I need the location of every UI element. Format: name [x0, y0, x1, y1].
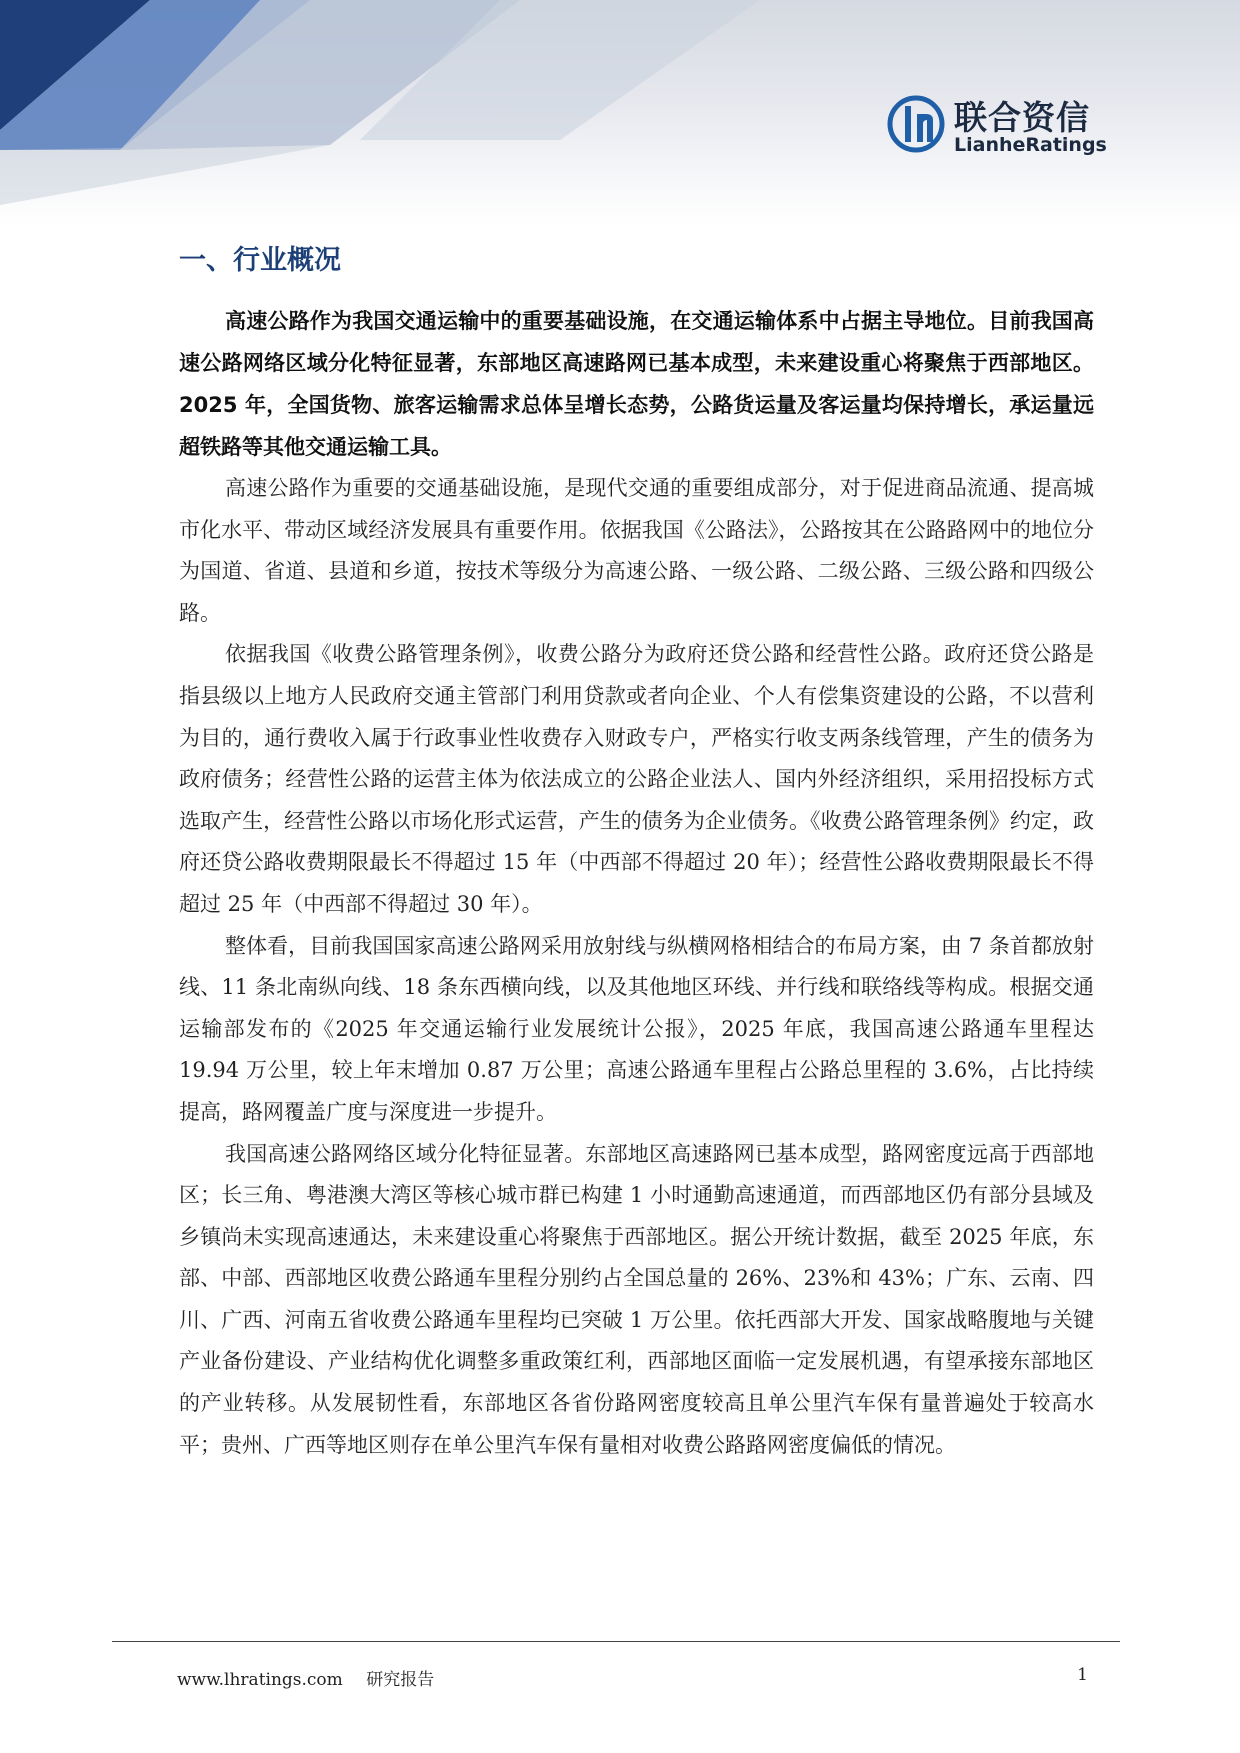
document-body — [179, 238, 1094, 1466]
page-header — [0, 0, 1240, 225]
logo-chinese-name: 联合资信 — [954, 98, 1090, 137]
summary-paragraph: 高速公路作为我国交通运输中的重要基础设施，在交通运输体系中占据主导地位。目前我国高速公路网络区域分化特征显著，东部地区高速路网已基本成型，未来建设重心将聚焦于西部地区。2025 年，全国货物、旅客运输需求总体呈增长态势，公路货运量及客运量均保持增长，承运量远超铁路等其他交通运输工具。 — [179, 309, 1094, 459]
lianhe-logo-icon — [886, 94, 946, 154]
body-paragraph: 依据我国《收费公路管理条例》，收费公路分为政府还贷公路和经营性公路。政府还贷公路是指县级以上地方人民政府交通主管部门利用贷款或者向企业、个人有偿集资建设的公路，不以营利为目的，通行费收入属于行政事业性收费存入财政专户，严格实行收支两条线管理，产生的债务为政府债务；经营性公路的运营主体为依法成立的公路企业法人、国内外经济组织，采用招投标方式选取产生，经营性公路以市场化形式运营，产生的债务为企业债务。《收费公路管理条例》约定，政府还贷公路收费期限最长不得超过 15 年（中西部不得超过 20 年）；经营性公路收费期限最长不得超过 25 年（中西部不得超过 30 年）。 — [179, 642, 1094, 916]
page-number: 1 — [1077, 1665, 1088, 1685]
footer-doc-type: 研究报告 — [366, 1670, 435, 1690]
footer-divider — [112, 1641, 1120, 1642]
page-footer — [177, 1665, 452, 1690]
footer-website-link[interactable]: www.lhratings.com — [177, 1670, 343, 1690]
body-paragraph: 我国高速公路网络区域分化特征显著。东部地区高速路网已基本成型，路网密度远高于西部地区；长三角、粤港澳大湾区等核心城市群已构建 1 小时通勤高速通道，而西部地区仍有部分县域及乡镇尚未实现高速通达，未来建设重心将聚焦于西部地区。据公开统计数据，截至 2025 年底，东部、中部、西部地区收费公路通车里程分别约占全国总量的 26%、23%和 43%；广东、云南、四川、广西、河南五省收费公路通车里程均已突破 1 万公里。依托西部大开发、国家战略腹地与关键产业备份建设、产业结构优化调整多重政策红利，西部地区面临一定发展机遇，有望承接东部地区的产业转移。从发展韧性看，东部地区各省份路网密度较高且单公里汽车保有量普遍处于较高水平；贵州、广西等地区则存在单公里汽车保有量相对收费公路路网密度偏低的情况。 — [179, 1141, 1094, 1457]
body-paragraph: 高速公路作为重要的交通基础设施，是现代交通的重要组成部分，对于促进商品流通、提高城市化水平、带动区域经济发展具有重要作用。依据我国《公路法》，公路按其在公路路网中的地位分为国道、省道、县道和乡道，按技术等级分为高速公路、一级公路、二级公路、三级公路和四级公路。 — [179, 476, 1094, 625]
company-logo — [886, 92, 1126, 164]
logo-english-name: LianheRatings — [954, 134, 1107, 156]
section-title: 一、行业概况 — [179, 245, 341, 276]
body-paragraph: 整体看，目前我国国家高速公路网采用放射线与纵横网格相结合的布局方案，由 7 条首都放射线、11 条北南纵向线、18 条东西横向线，以及其他地区环线、并行线和联络线等构成。根据交通运输部发布的《2025 年交通运输行业发展统计公报》，2025 年底，我国高速公路通车里程达 19.94 万公里，较上年末增加 0.87 万公里；高速公路通车里程占公路总里程的 3.6%，占比持续提高，路网覆盖广度与深度进一步提升。 — [179, 933, 1094, 1124]
